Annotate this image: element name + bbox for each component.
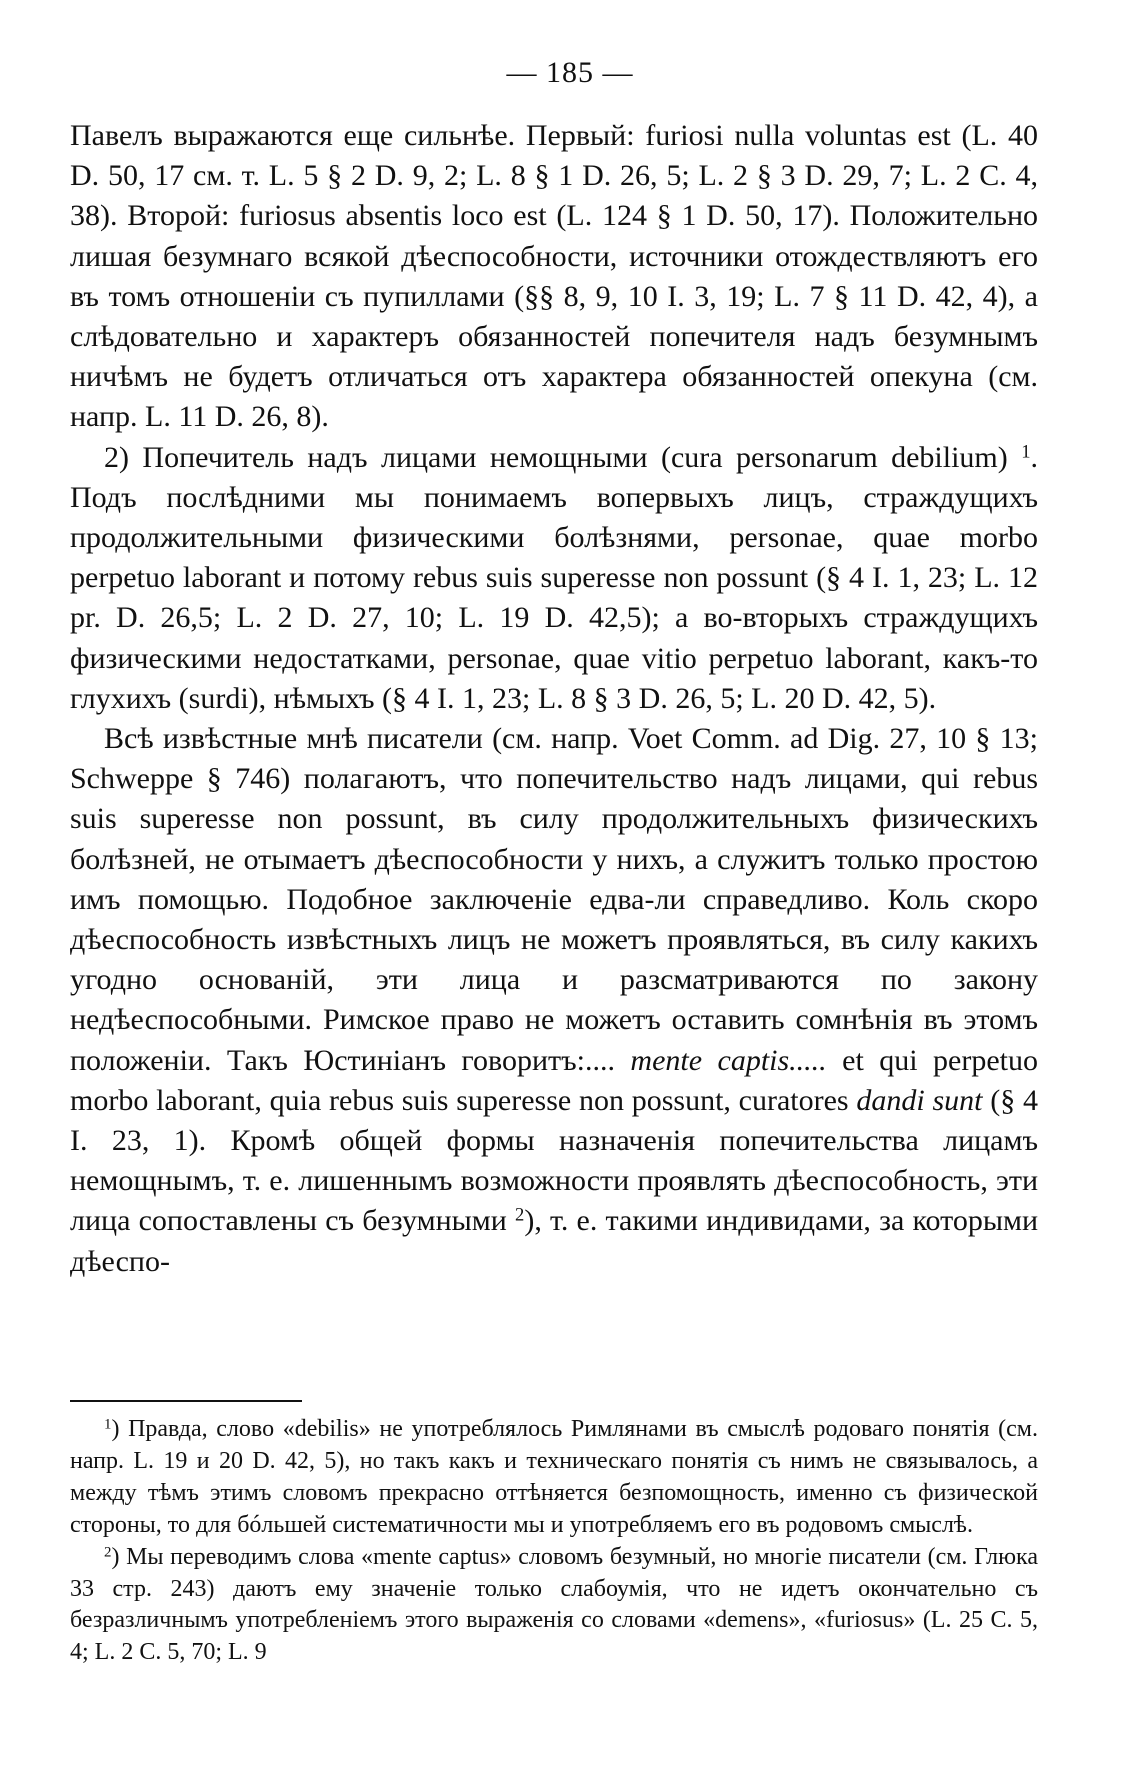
- paragraph-3-part-d: ), т. е. такими индивидами, за которыми дѣеспо-: [70, 1204, 1039, 1278]
- footnote-ref-2: 2: [515, 1205, 525, 1227]
- paragraph-2-rest: . Подъ послѣдними мы понимаемъ вопервыхъ лицъ, страждущихъ продолжительными физическими болѣзнями, personae, quae morbo perpetuo laborant и потому rebus suis superesse non possunt (§ 4 I. 1, 23; L. 12 pr. D. 26,5; L. 2 D. 27, 10; L. 19 D. 42,5); а во-вторыхъ страждущихъ физическими недостатками, personae, quae vitio perpetuo laborant, какъ-то глухихъ (surdi), нѣмыхъ (§ 4 I. 1, 23; L. 8 § 3 D. 26, 5; L. 20 D. 42, 5).: [70, 440, 1039, 715]
- footnote-ref-1: 1: [1021, 441, 1031, 463]
- paragraph-3-part-a: Всѣ извѣстные мнѣ писатели (см. напр. Voet Comm. ad Dig. 27, 10 § 13; Schweppe § 746) полагаютъ, что попечительство надъ лицами, qui rebus suis superesse non possunt, въ силу продолжительныхъ физическихъ болѣзней, не отымаетъ дѣеспособности у нихъ, а служитъ только простою имъ помощью. Подобное заключеніе едва-ли справедливо. Коль скоро дѣеспособность извѣстныхъ лицъ не можетъ проявляться, въ силу какихъ угодно основаній, эти лица и разсматриваются по закону недѣеспособными. Римское право не можетъ оставить сомнѣнія въ этомъ положеніи. Такъ Юстиніанъ говоритъ:....: [70, 722, 1038, 1077]
- footnote-divider: [70, 1400, 302, 1402]
- latin-quote-mente-captis: mente captis.....: [630, 1043, 827, 1077]
- latin-quote-dandi-sunt: dandi sunt: [856, 1083, 983, 1117]
- page-number: — 185 —: [506, 56, 634, 89]
- paragraph-2-lead: 2) Попечитель надъ лицами немощными (cura personarum debilium): [104, 440, 1008, 474]
- footnotes: [70, 1414, 1038, 1669]
- footnote-2: [70, 1542, 1038, 1670]
- paragraph-3-part-c: (§ 4 I. 23, 1). Кромѣ общей формы назначенія попечительства лицамъ немощнымъ, т. е. лишеннымъ возможности проявлять дѣеспособность, эти лица сопоставлены съ безумными: [70, 1083, 1039, 1238]
- footnote-1: [70, 1414, 1038, 1542]
- footnote-marker-1: 1: [104, 1416, 112, 1433]
- main-text: [70, 116, 1038, 1282]
- paragraph-1: Павелъ выражаются еще сильнѣе. Первый: furiosi nulla voluntas est (L. 40 D. 50, 17 см. т. L. 5 § 2 D. 9, 2; L. 8 § 1 D. 26, 5; L. 2 § 3 D. 29, 7; L. 2 C. 4, 38). Второй: furiosus absentis loco est (L. 124 § 1 D. 50, 17). Положительно лишая безумнаго всякой дѣеспособности, источники отождествляютъ его въ томъ отношеніи съ пупиллами (§§ 8, 9, 10 I. 3, 19; L. 7 § 11 D. 42, 4), а слѣдовательно и характеръ обязанностей попечителя надъ безумнымъ ничѣмъ не будетъ отличаться отъ характера обязанностей опекуна (см. напр. L. 11 D. 26, 8).: [70, 119, 1038, 434]
- footnote-marker-2: 2: [104, 1544, 112, 1561]
- paragraph-2: [70, 438, 1038, 719]
- paragraph-3: [70, 719, 1038, 1282]
- footnote-1-text: ) Правда, слово «debilis» не употреблялось Римлянами въ смыслѣ родоваго понятія (см. напр. L. 19 и 20 D. 42, 5), но такъ какъ и техническаго понятія съ нимъ не связывалось, а между тѣмъ этимъ словомъ прекрасно оттѣняется безпомощность, именно съ физической стороны, то для бóльшей систематичности мы и употребляемъ его въ родовомъ смыслѣ.: [70, 1416, 1038, 1538]
- footnote-2-text: ) Мы переводимъ слова «mente captus» словомъ безумный, но многіе писатели (см. Глюка 33 стр. 243) даютъ ему значеніе только слабоумія, что не идетъ окончательно съ безразличнымъ употребленіемъ этого выраженія со словами «demens», «furiosus» (L. 25 C. 5, 4; L. 2 C. 5, 70; L. 9: [70, 1543, 1038, 1666]
- paragraph-3-part-b: et qui perpetuo morbo laborant, quia rebus suis superesse non possunt, curatores: [70, 1043, 1038, 1117]
